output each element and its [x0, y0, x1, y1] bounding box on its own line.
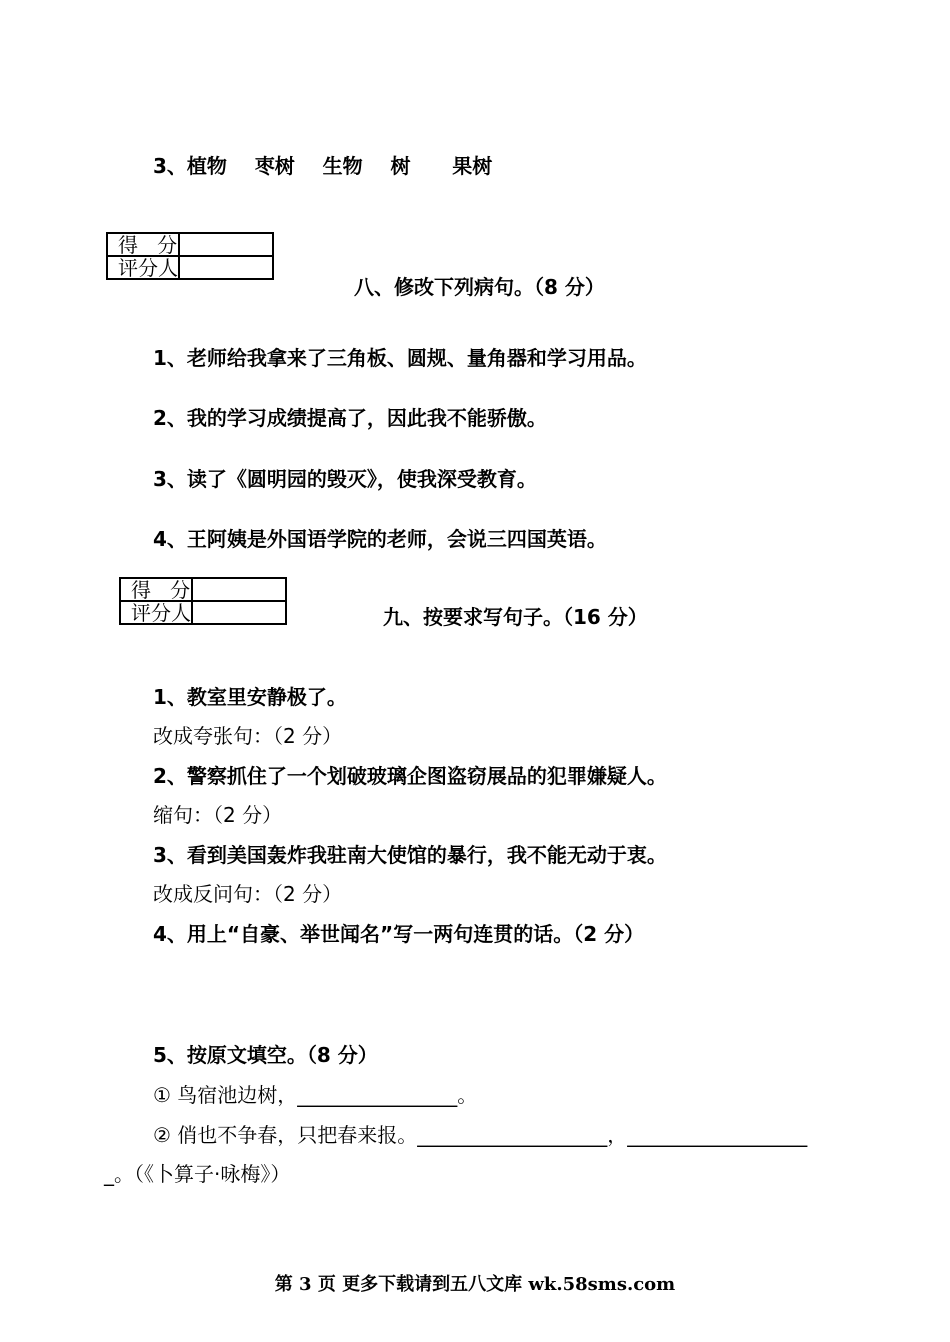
- s9-item-4: 4、用上“自豪、举世闻名”写一两句连贯的话。（2 分）: [153, 922, 645, 946]
- s9-item-1-task: 改成夸张句：（2 分）: [153, 724, 343, 748]
- score-box-1: [106, 232, 274, 280]
- s8-item-4: 4、王阿姨是外国语学院的老师，会说三四国英语。: [153, 527, 607, 551]
- s8-item-3: 3、读了《圆明园的毁灭》，使我深受教育。: [153, 467, 537, 491]
- grader-blank: [179, 256, 273, 279]
- s9-item-3-task: 改成反问句：（2 分）: [153, 882, 343, 906]
- fill-line-2: ② 俏也不争春，只把春来报。___________________，__________________: [153, 1123, 808, 1147]
- s9-item-3: 3、看到美国轰炸我驻南大使馆的暴行，我不能无动于衷。: [153, 843, 667, 867]
- s8-item-2: 2、我的学习成绩提高了，因此我不能骄傲。: [153, 406, 547, 430]
- s9-item-2-task: 缩句：（2 分）: [153, 803, 283, 827]
- score-label: 得 分: [107, 233, 179, 256]
- q7-item-3: 3、植物 枣树 生物 树 果树: [153, 154, 493, 178]
- s9-item-5: 5、按原文填空。（8 分）: [153, 1043, 378, 1067]
- s8-item-1: 1、老师给我拿来了三角板、圆规、量角器和学习用品。: [153, 346, 647, 370]
- grader-label: 评分人: [120, 601, 192, 624]
- score-blank: [179, 233, 273, 256]
- s9-item-1: 1、教室里安静极了。: [153, 685, 347, 709]
- score-box-2: [119, 577, 287, 625]
- score-label: 得 分: [120, 578, 192, 601]
- grader-blank: [192, 601, 286, 624]
- score-blank: [192, 578, 286, 601]
- fill-line-2-cont: _。（《卜算子·咏梅》）: [104, 1162, 291, 1186]
- fill-line-1: ① 鸟宿池边树，________________。: [153, 1083, 478, 1107]
- page-footer: 第 3 页 更多下载请到五八文库 wk.58sms.com: [274, 1274, 676, 1295]
- section-8-title: 八、修改下列病句。（8 分）: [354, 275, 605, 299]
- s9-item-2: 2、警察抓住了一个划破玻璃企图盗窃展品的犯罪嫌疑人。: [153, 764, 667, 788]
- section-9-title: 九、按要求写句子。（16 分）: [383, 605, 648, 629]
- grader-label: 评分人: [107, 256, 179, 279]
